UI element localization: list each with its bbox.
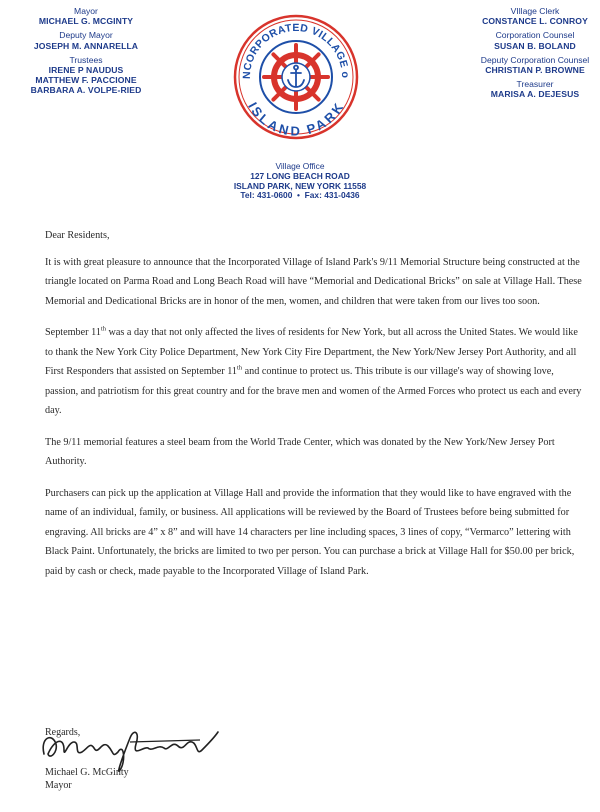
clerk-block <box>470 6 600 26</box>
bullet-separator: • <box>297 190 300 201</box>
official-role: Treasurer <box>516 79 554 90</box>
office-city: ISLAND PARK, NEW YORK 11558 <box>233 180 367 191</box>
closing: Regards, <box>45 727 81 738</box>
village-seal-logo <box>233 14 359 140</box>
official-role: Deputy Mayor <box>59 30 113 41</box>
official-name: MATTHEW F. PACCIONE <box>35 75 137 86</box>
official-role: Trustees <box>69 54 103 65</box>
right-officials <box>470 6 600 104</box>
official-role: Mayor <box>74 6 98 16</box>
official-name: JOSEPH M. ANNARELLA <box>33 40 139 51</box>
official-name: CONSTANCE L. CONROY <box>482 16 588 27</box>
office-phone: Tel: 431-0600 <box>240 190 293 201</box>
signer-name: Michael G. McGinty <box>45 767 129 778</box>
deputy-counsel-block <box>470 55 600 75</box>
seal-bottom-text: ISLAND PARK <box>245 99 347 139</box>
official-role: VIllage Clerk <box>510 6 560 16</box>
seal-top-text: NCORPORATED VILLAGE o <box>240 21 352 80</box>
paragraph-purchase: Purchasers can pick up the application at Village Hall and provide the information that they would like to have engraved with the name of an individual, family, or business. All applications will be reviewed by the Board of Trustees before being submitted for engraving. All bricks are 4” x 8” and will have 14 characters per line including spaces, 3 lines of copy, “Vermarco” lettering with Black Paint. Unfortunately, the bricks are limited to two per person. You can purchase a brick at Village Hall for $50.00 per brick, paid by cash or check, made payable to the Incorporated Village of Island Park. <box>45 487 575 577</box>
office-title: Village Office <box>275 161 325 171</box>
salutation: Dear Residents, <box>45 230 110 241</box>
counsel-block <box>470 30 600 50</box>
official-role: Deputy Corporation Counsel <box>480 54 590 65</box>
paragraph-memorial: The 9/11 memorial features a steel beam from the World Trade Center, which was donated by the New York/New Jersey Port Authority. <box>45 436 555 467</box>
official-name: BARBARA A. VOLPE-RIED <box>30 85 142 96</box>
left-officials <box>6 6 166 100</box>
official-name: IRENE P NAUDUS <box>48 65 124 76</box>
office-street: 127 LONG BEACH ROAD <box>250 170 350 181</box>
official-name: MARISA A. DEJESUS <box>490 89 580 100</box>
treasurer-block <box>470 79 600 99</box>
office-fax: Fax: 431-0436 <box>304 190 360 201</box>
mayor-block <box>6 6 166 26</box>
letter-body <box>45 226 585 593</box>
trustees-block <box>6 55 166 96</box>
paragraph-september: September 11th was a day that not only affected the lives of residents for New York, but all across the United States. We would like to thank the New York City Police Department, New York City Fire Department, the New York/New Jersey Port Authority, and all First Responders that assisted on September 11th and continue to protect us. This tribute is our village's way of showing love, passion, and patriotism for this great country and for the brave men and women of the Armed Forces who protect us each and every day. <box>45 325 582 416</box>
deputy-mayor-block <box>6 30 166 50</box>
signer-title: Mayor <box>45 779 72 791</box>
official-name: CHRISTIAN P. BROWNE <box>485 65 585 76</box>
paragraph-intro: It is with great pleasure to announce that the Incorporated Village of Island Park's 9/11 Memorial Structure being constructed at the triangle located on Parma Road and Long Beach Road will have “Memorial and Dedicational Bricks” on sale at Village Hall. These Memorial and Dedicational Bricks are in honor of the men, women, and children that were taken from our lives too soon. <box>45 256 582 307</box>
official-name: MICHAEL G. MCGINTY <box>38 16 134 27</box>
signer-block <box>45 767 129 792</box>
village-office-address <box>200 162 400 201</box>
official-role: Corporation Counsel <box>495 30 575 41</box>
office-phone-fax <box>200 191 400 201</box>
official-name: SUSAN B. BOLAND <box>494 40 576 51</box>
